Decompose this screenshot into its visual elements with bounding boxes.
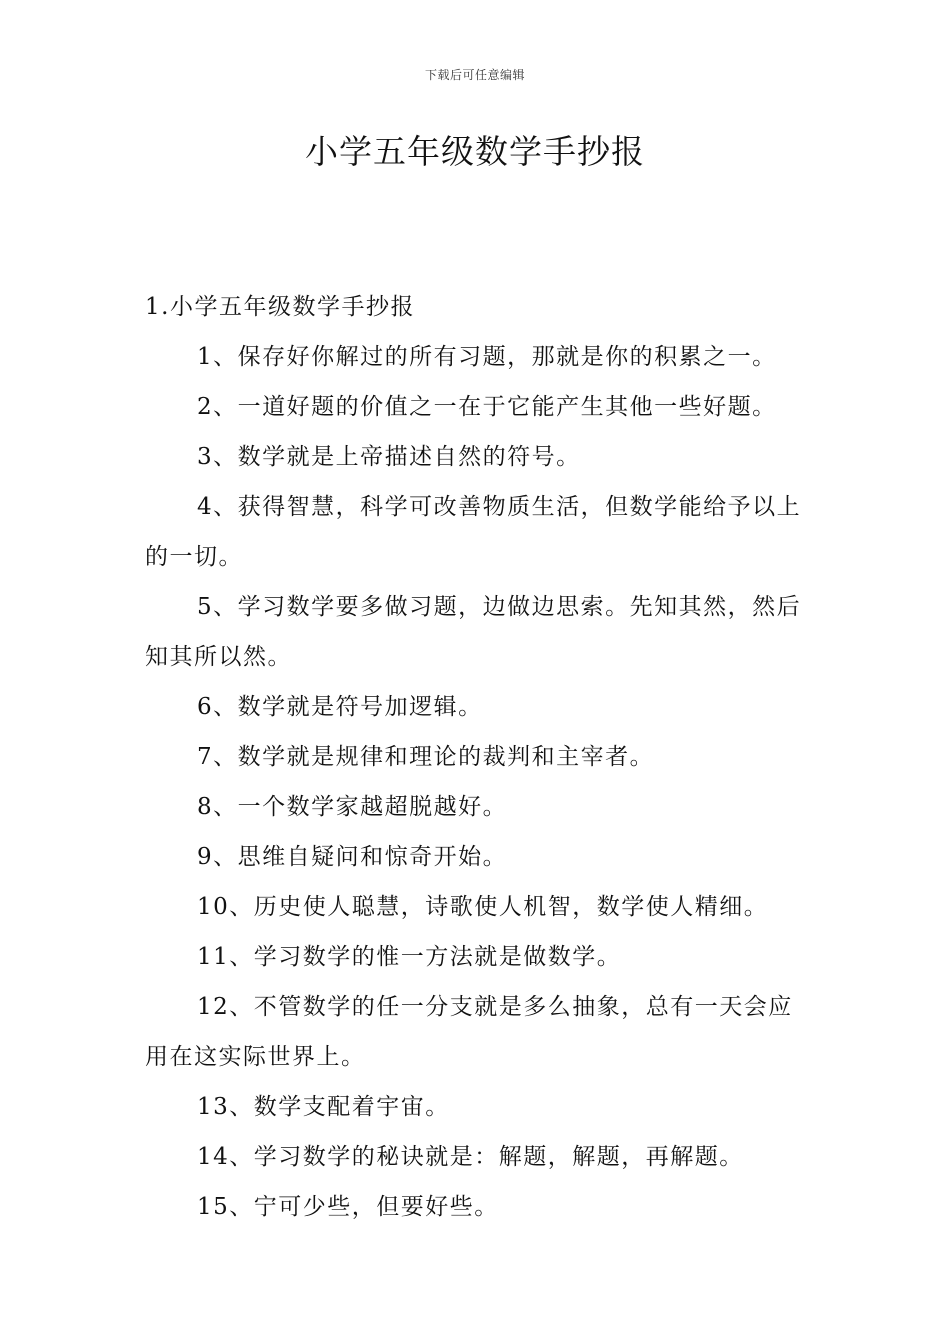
list-item: 6、数学就是符号加逻辑。: [197, 694, 483, 720]
list-item: 13、数学支配着宇宙。: [197, 1094, 450, 1120]
list-item: 5、学习数学要多做习题，边做边思索。先知其然，然后知其所以然。: [145, 594, 802, 670]
list-item: 14、学习数学的秘诀就是：解题，解题，再解题。: [197, 1144, 744, 1170]
section-heading: 1.小学五年级数学手抄报: [145, 294, 415, 320]
list-item: 2、一道好题的价值之一在于它能产生其他一些好题。: [197, 394, 777, 420]
list-item: 7、数学就是规律和理论的裁判和主宰者。: [197, 744, 655, 770]
list-item: 8、一个数学家越超脱越好。: [197, 794, 508, 820]
list-item: 4、获得智慧，科学可改善物质生活，但数学能给予以上的一切。: [145, 494, 802, 570]
document-body: [145, 282, 807, 1232]
list-item: 15、宁可少些，但要好些。: [197, 1194, 499, 1220]
list-item: 10、历史使人聪慧，诗歌使人机智，数学使人精细。: [197, 894, 769, 920]
list-item: 1、保存好你解过的所有习题，那就是你的积累之一。: [197, 344, 777, 370]
list-item: 12、不管数学的任一分支就是多么抽象，总有一天会应用在这实际世界上。: [145, 994, 793, 1070]
list-item: 9、思维自疑问和惊奇开始。: [197, 844, 508, 870]
document-title: 小学五年级数学手抄报: [305, 132, 645, 171]
header-note: 下载后可任意编辑: [424, 68, 525, 82]
list-item: 11、学习数学的惟一方法就是做数学。: [197, 944, 622, 970]
list-item: 3、数学就是上帝描述自然的符号。: [197, 444, 581, 470]
